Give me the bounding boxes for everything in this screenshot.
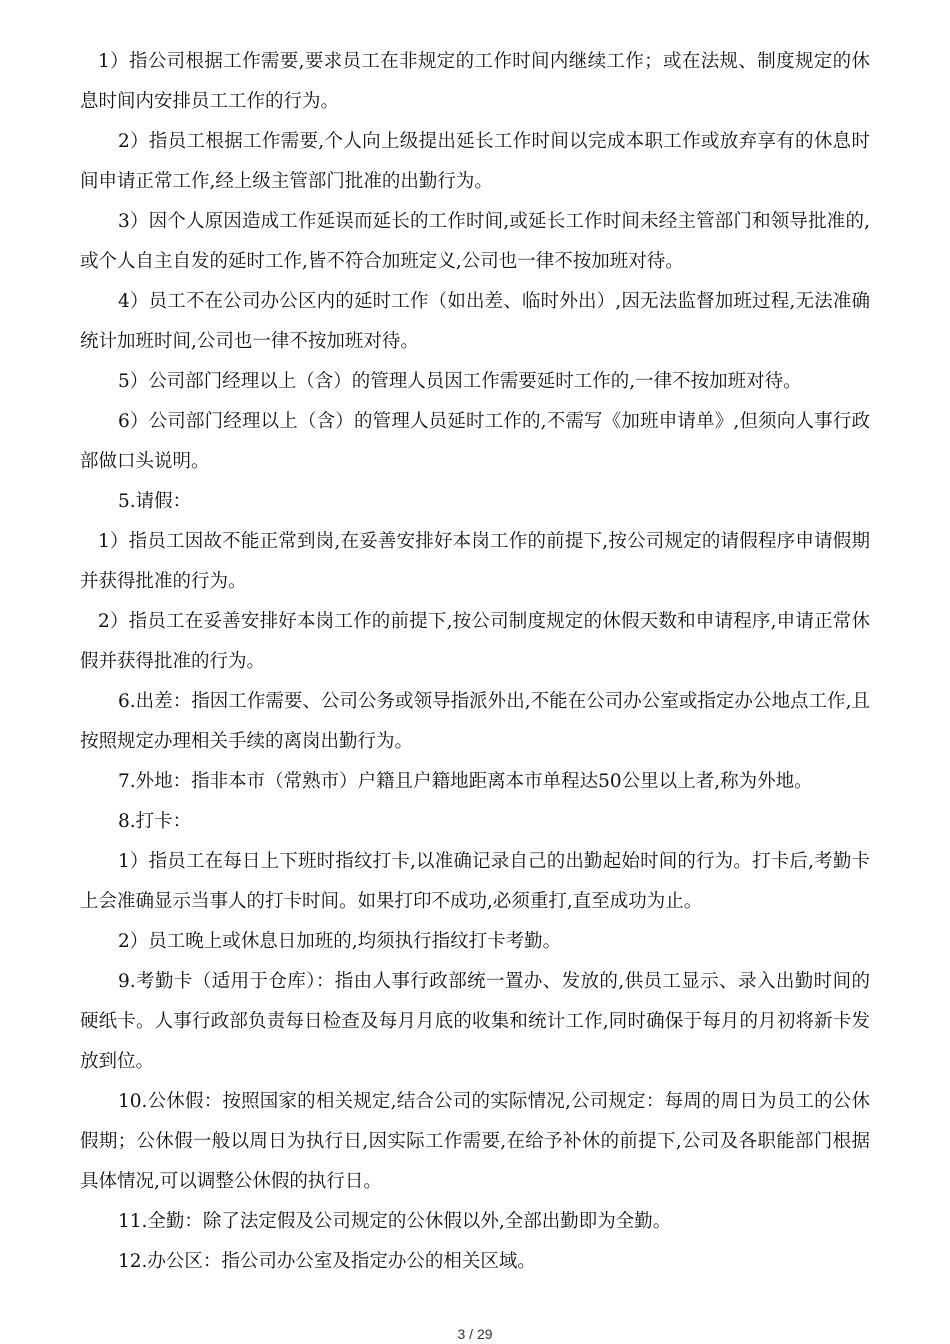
paragraph-full-attendance: 11.全勤：除了法定假及公司规定的公休假以外,全部出勤即为全勤。 xyxy=(118,1211,672,1232)
document-body xyxy=(80,42,870,1282)
paragraph-overtime-managers-5: 5）公司部门经理以上（含）的管理人员因工作需要延时工作的,一律不按加班对待。 xyxy=(118,371,802,392)
page-number: 3 / 29 xyxy=(457,1326,493,1342)
paragraph-clock-in-1: 1）指员工在每日上下班时指纹打卡,以准确记录自己的出勤起始时间的行为。打卡后,考勤卡上会准确显示当事人的打卡时间。如果打印不成功,必须重打,直至成功为止。 xyxy=(80,851,870,912)
paragraph-overtime-definition-1: 1）指公司根据工作需要,要求员工在非规定的工作时间内继续工作；或在法规、制度规定的休息时间内安排员工工作的行为。 xyxy=(80,51,870,112)
paragraph-public-holiday: 10.公休假：按照国家的相关规定,结合公司的实际情况,公司规定：每周的周日为员工的公休假期；公休假一般以周日为执行日,因实际工作需要,在给予补休的前提下,公司及各职能部门根据具体情况,可以调整公休假的执行日。 xyxy=(80,1091,870,1192)
paragraph-attendance-card: 9.考勤卡（适用于仓库）：指由人事行政部统一置办、发放的,供员工显示、录入出勤时间的硬纸卡。人事行政部负责每日检查及每月月底的收集和统计工作,同时确保于每月的月初将新卡发放到位。 xyxy=(80,971,870,1072)
section-heading-leave: 5.请假： xyxy=(118,491,192,512)
paragraph-business-trip: 6.出差：指因工作需要、公司公务或领导指派外出,不能在公司办公室或指定办公地点工作,且按照规定办理相关手续的离岗出勤行为。 xyxy=(80,691,870,752)
paragraph-leave-1: 1）指员工因故不能正常到岗,在妥善安排好本岗工作的前提下,按公司规定的请假程序申请假期并获得批准的行为。 xyxy=(80,531,870,592)
paragraph-overtime-exclusion-4: 4）员工不在公司办公区内的延时工作（如出差、临时外出）,因无法监督加班过程,无法准确统计加班时间,公司也一律不按加班对待。 xyxy=(80,291,870,352)
paragraph-overtime-definition-2: 2）指员工根据工作需要,个人向上级提出延长工作时间以完成本职工作或放弃享有的休息时间申请正常工作,经上级主管部门批准的出勤行为。 xyxy=(80,131,870,192)
paragraph-overtime-managers-6: 6）公司部门经理以上（含）的管理人员延时工作的,不需写《加班申请单》,但须向人事行政部做口头说明。 xyxy=(80,411,870,472)
paragraph-overtime-exclusion-3: 3）因个人原因造成工作延误而延长的工作时间,或延长工作时间未经主管部门和领导批准的,或个人自主自发的延时工作,皆不符合加班定义,公司也一律不按加班对待。 xyxy=(80,211,870,272)
paragraph-clock-in-2: 2）员工晚上或休息日加班的,均须执行指纹打卡考勤。 xyxy=(118,931,562,952)
paragraph-leave-2: 2）指员工在妥善安排好本岗工作的前提下,按公司制度规定的休假天数和申请程序,申请正常休假并获得批准的行为。 xyxy=(80,611,870,672)
paragraph-office-area: 12.办公区：指公司办公室及指定办公的相关区域。 xyxy=(118,1251,536,1272)
paragraph-non-local: 7.外地：指非本市（常熟市）户籍且户籍地距离本市单程达50公里以上者,称为外地。 xyxy=(118,771,813,792)
section-heading-clock-in: 8.打卡： xyxy=(118,811,192,832)
